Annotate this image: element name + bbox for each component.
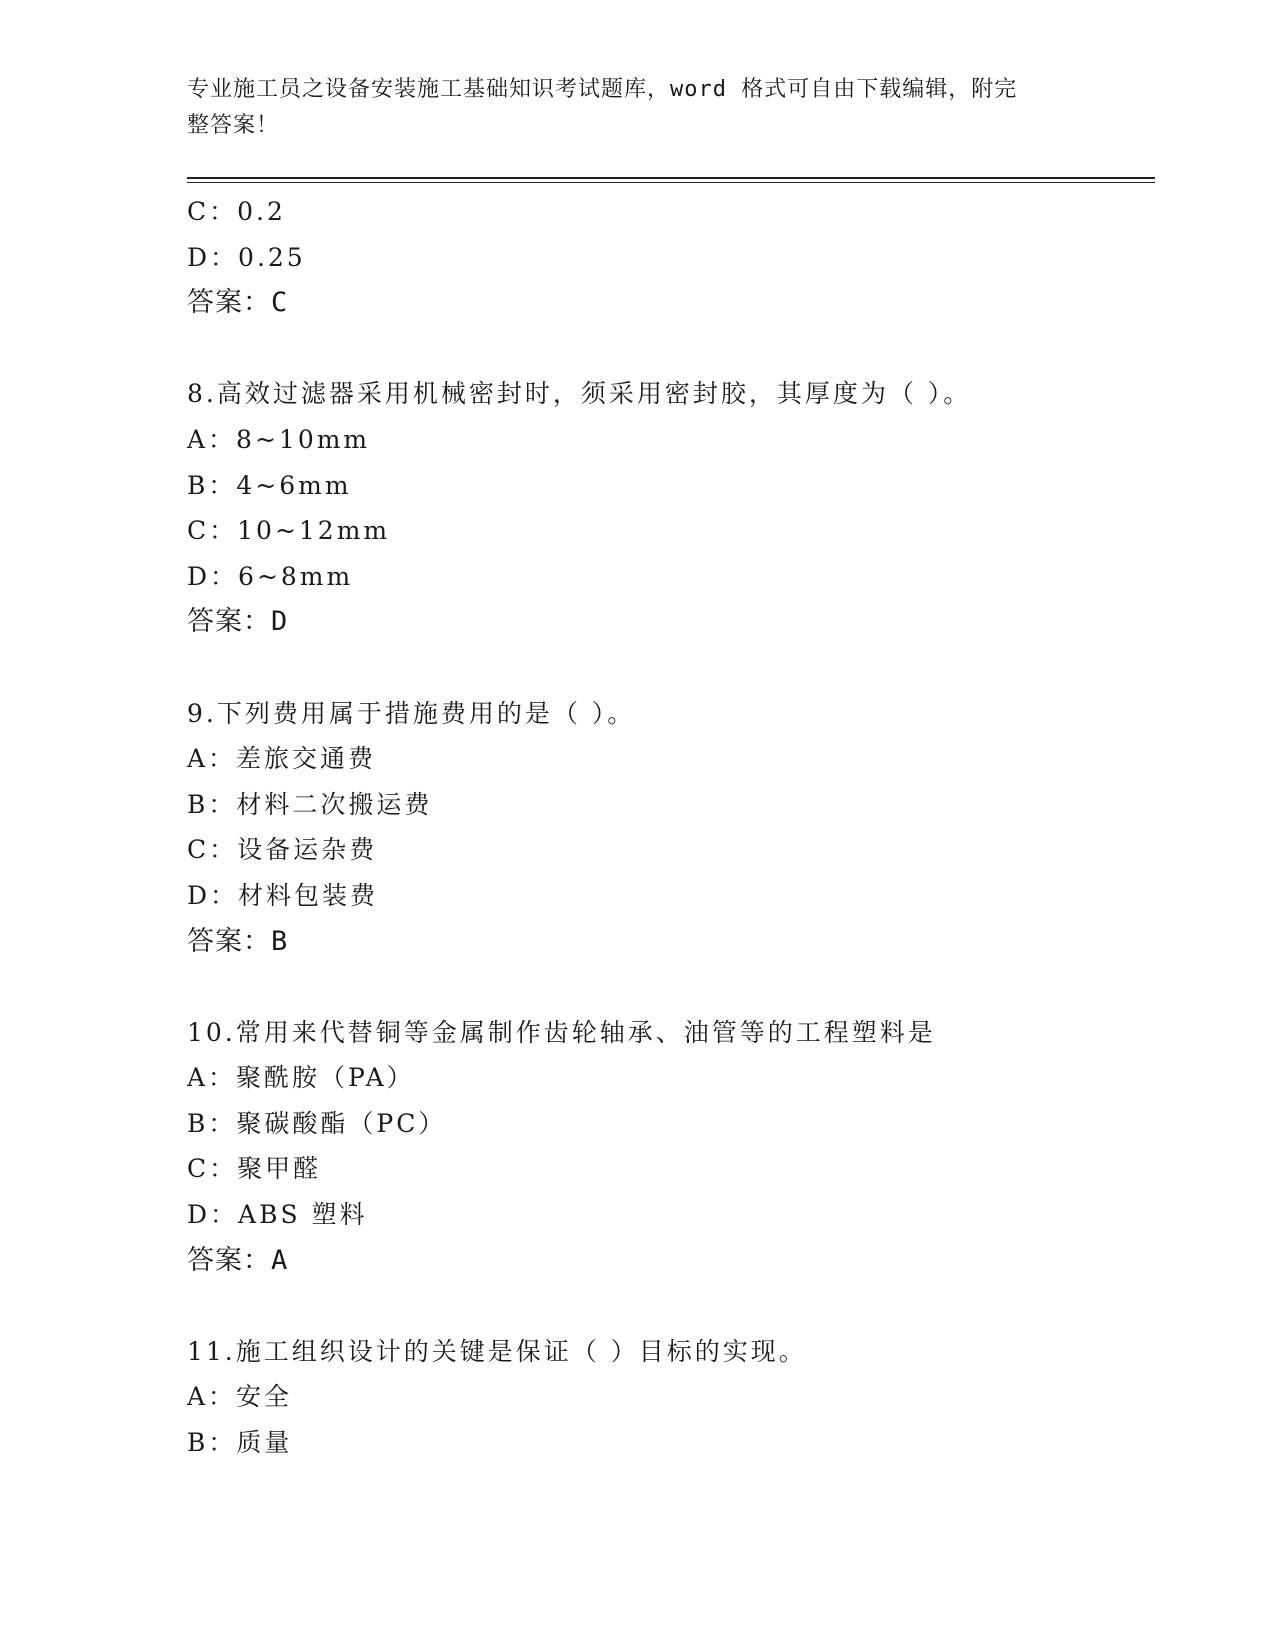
option-c: C：10~12mm [187,516,391,546]
option-d: D：0.25 [187,242,306,272]
option-d: D：ABS 塑料 [187,1200,368,1230]
option-a: A：聚酰胺（PA） [187,1063,415,1093]
option-c: C：设备运杂费 [187,835,378,865]
header-divider-thick [187,177,1155,179]
option-b: B：材料二次搬运费 [187,789,433,819]
question-9 [187,691,1155,965]
header-divider-thin [187,182,1155,183]
question-fragment-7 [187,189,1155,326]
answer: 答案：A [187,1244,289,1276]
spacer [187,645,1155,691]
spacer [187,1283,1155,1329]
option-d: D：6~8mm [187,561,354,591]
question-stem: 9.下列费用属于措施费用的是（ ）。 [187,698,636,728]
answer: 答案：B [187,925,289,957]
question-11 [187,1329,1155,1466]
option-a: A：安全 [187,1382,293,1412]
spacer [187,964,1155,1010]
option-b: B：质量 [187,1428,293,1458]
spacer [187,326,1155,372]
question-stem: 10.常用来代替铜等金属制作齿轮轴承、油管等的工程塑料是 [187,1017,936,1047]
question-8 [187,371,1155,645]
option-c: C：聚甲醛 [187,1154,322,1184]
document-body [187,189,1155,1466]
question-stem: 8.高效过滤器采用机械密封时，须采用密封胶，其厚度为（ ）。 [187,379,972,409]
question-stem: 11.施工组织设计的关键是保证（ ）目标的实现。 [187,1336,807,1366]
document-header [187,72,1067,144]
header-line-1: 专业施工员之设备安装施工基础知识考试题库，word 格式可自由下载编辑，附完 [187,77,1018,102]
option-b: B：4~6mm [187,470,352,500]
option-a: A：差旅交通费 [187,744,377,774]
option-c: C：0.2 [187,197,286,226]
answer: 答案：D [187,606,289,638]
answer: 答案：C [187,287,289,319]
question-10 [187,1010,1155,1284]
header-line-2: 整答案！ [187,113,280,138]
option-b: B：聚碳酸酯（PC） [187,1108,447,1138]
option-a: A：8~10mm [187,424,371,454]
option-d: D：材料包装费 [187,880,379,910]
